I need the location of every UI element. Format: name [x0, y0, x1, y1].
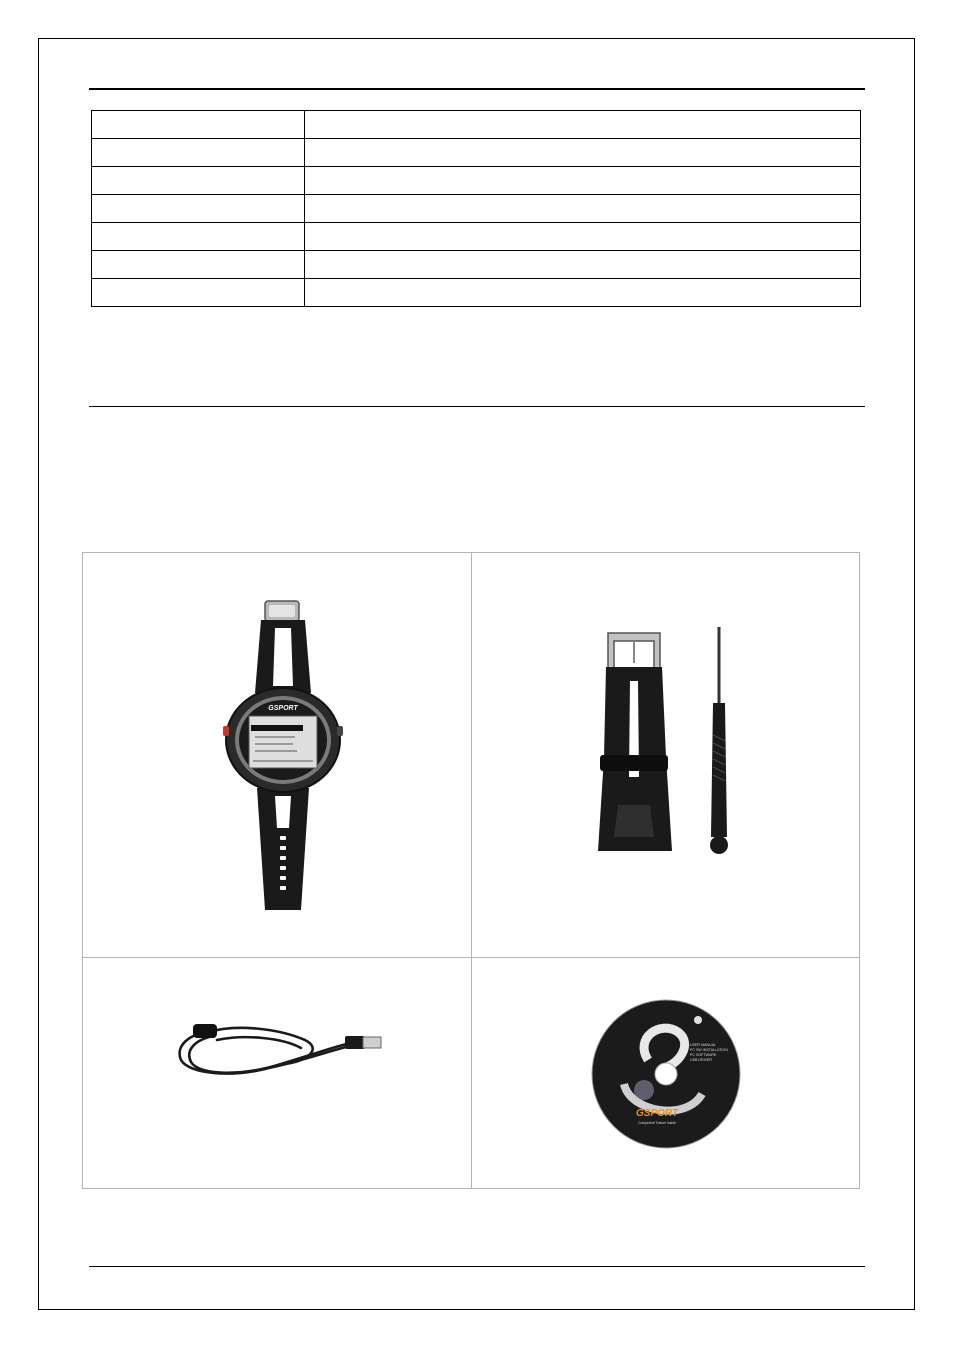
spec-table [91, 110, 861, 307]
header-rule [89, 88, 865, 90]
accessory-grid [82, 552, 860, 1189]
table-cell-label [92, 251, 305, 279]
table-cell-label [92, 139, 305, 167]
cd-line-2: PC SW INSTALLATION [690, 1048, 728, 1052]
table-row [92, 111, 861, 139]
table-cell-value [305, 223, 861, 251]
table-cell-label [92, 223, 305, 251]
accessory-cell-watch [83, 553, 472, 958]
table-cell-value [305, 111, 861, 139]
table-cell-value [305, 167, 861, 195]
table-row [92, 251, 861, 279]
accessory-cell-cd [472, 958, 859, 1188]
software-cd-image [590, 998, 742, 1150]
table-cell-label [92, 195, 305, 223]
table-cell-label [92, 111, 305, 139]
table-row [92, 279, 861, 307]
table-cell-value [305, 251, 861, 279]
usb-cable-image [165, 1016, 385, 1086]
table-cell-value [305, 195, 861, 223]
table-row [92, 223, 861, 251]
footer-rule [89, 1266, 865, 1267]
spare-strap-image [594, 629, 674, 859]
table-row [92, 195, 861, 223]
accessory-cell-cable [83, 958, 472, 1188]
watch-brand-logo: GSPORT [268, 705, 298, 712]
cd-tagline: Competent Trainer Inside [638, 1121, 677, 1125]
gps-watch-image [223, 598, 343, 918]
cd-line-3: PC SOFTWARE [690, 1053, 717, 1057]
table-row [92, 139, 861, 167]
screwdriver-icon [704, 625, 734, 859]
table-cell-value [305, 139, 861, 167]
section-rule [89, 406, 865, 407]
table-cell-label [92, 279, 305, 307]
table-cell-value [305, 279, 861, 307]
cd-line-1: USER MANUAL [690, 1043, 716, 1047]
accessory-cell-strap [472, 553, 859, 958]
table-row [92, 167, 861, 195]
cd-brand-logo: GSPORT [636, 1108, 679, 1119]
cd-line-4: USB DRIVER [690, 1058, 712, 1062]
table-cell-label [92, 167, 305, 195]
